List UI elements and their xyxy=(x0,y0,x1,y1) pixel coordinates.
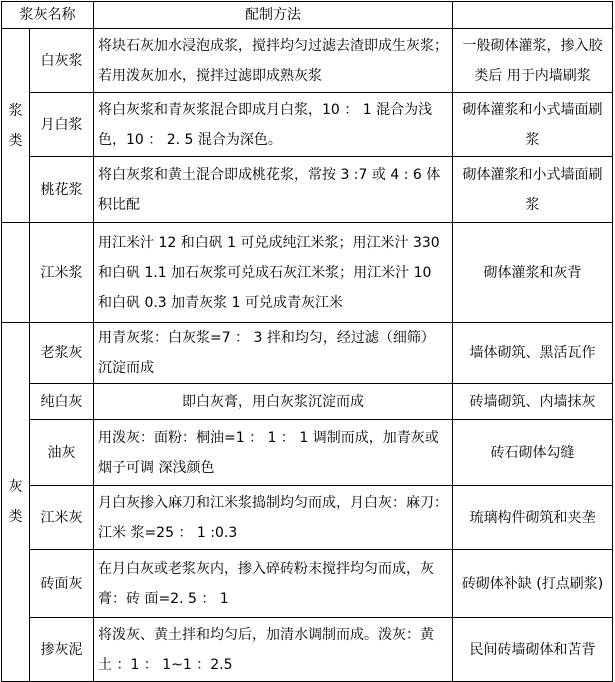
table-row xyxy=(2,420,613,486)
table-row xyxy=(2,384,613,420)
category-label xyxy=(6,96,25,156)
table-row xyxy=(2,29,613,93)
row-use: 砌体灌浆和灰背 xyxy=(453,223,613,323)
table-row xyxy=(2,223,613,323)
category-slurry xyxy=(2,29,30,223)
row-use: 民间砖墙砌体和苫背 xyxy=(453,618,613,682)
header-name: 浆灰名称 xyxy=(2,2,94,29)
row-name: 江米灰 xyxy=(30,486,94,550)
row-use: 一般砌体灌浆，掺入胶类后 用于内墙刷浆 xyxy=(453,29,613,93)
table-row xyxy=(2,486,613,550)
category-char: 灰 xyxy=(8,479,23,495)
category-char: 浆 xyxy=(8,102,23,119)
row-method: 将泼灰、黄土拌和均匀后，加清水调制而成。泼灰：黄 土 ：1 ： 1~1 ：2.5 xyxy=(94,618,453,682)
mortar-table xyxy=(1,1,613,682)
category-char: 类 xyxy=(8,509,23,525)
row-method: 将块石灰加水浸泡成浆，搅拌均匀过滤去渣即成生灰浆； 若用泼灰加水，搅拌过滤即成熟灰浆 xyxy=(94,29,453,93)
row-method: 将白灰浆和青灰浆混合即成月白浆，10 ： 1 混合为浅色，10 ： 2. 5 混合为深色。 xyxy=(94,93,453,157)
row-use: 砌体灌浆和小式墙面刷浆 xyxy=(453,157,613,223)
category-empty xyxy=(2,223,30,323)
row-method: 在月白灰或老浆灰内，掺入碎砖粉末搅拌均匀而成，灰膏：砖 面=2. 5 ： 1 xyxy=(94,550,453,618)
row-method: 用泼灰：面粉：桐油=1 ： 1 ： 1 调制而成，加青灰或烟子可调 深浅颜色 xyxy=(94,420,453,486)
category-char: 类 xyxy=(8,132,23,149)
table-row xyxy=(2,323,613,384)
row-use: 砖砌体补缺 (打点刷浆) xyxy=(453,550,613,618)
row-use: 砖墙砌筑、内墙抹灰 xyxy=(453,384,613,420)
table-row xyxy=(2,157,613,223)
row-method: 用江米汁 12 和白矾 1 可兑成纯江米浆；用江米汁 330 和白矾 1.1 加石灰浆可兑成石灰江米浆；用江米汁 10 和白矾 0.3 加青灰浆 1 可兑成青灰江米 xyxy=(94,223,453,323)
row-name: 白灰浆 xyxy=(30,29,94,93)
table-row xyxy=(2,93,613,157)
row-name: 砖面灰 xyxy=(30,550,94,618)
row-use: 砌体灌浆和小式墙面刷浆 xyxy=(453,93,613,157)
row-name: 掺灰泥 xyxy=(30,618,94,682)
table-row xyxy=(2,618,613,682)
category-label xyxy=(6,472,25,532)
row-name: 老浆灰 xyxy=(30,323,94,384)
row-method: 月白灰掺入麻刀和江米浆捣制均匀而成，月白灰：麻刀：江米 浆=25 ： 1 :0.3 xyxy=(94,486,453,550)
header-method: 配制方法 xyxy=(94,2,453,29)
row-name: 纯白灰 xyxy=(30,384,94,420)
row-method: 用青灰浆：白灰浆=7 ： 3 拌和均匀，经过滤（细筛）沉淀而成 xyxy=(94,323,453,384)
row-name: 油灰 xyxy=(30,420,94,486)
row-name: 桃花浆 xyxy=(30,157,94,223)
header-row xyxy=(2,2,613,29)
row-use: 墙体砌筑、黑活瓦作 xyxy=(453,323,613,384)
row-method: 将白灰浆和黄土混合即成桃花浆，常按 3 :7 或 4 : 6 体积比配 xyxy=(94,157,453,223)
row-method: 即白灰膏，用白灰浆沉淀而成 xyxy=(94,384,453,420)
header-use xyxy=(453,2,613,29)
category-lime xyxy=(2,323,30,682)
row-name: 月白浆 xyxy=(30,93,94,157)
row-name: 江米浆 xyxy=(30,223,94,323)
row-use: 砖石砌体勾缝 xyxy=(453,420,613,486)
row-use: 琉璃构件砌筑和夹垄 xyxy=(453,486,613,550)
table-row xyxy=(2,550,613,618)
